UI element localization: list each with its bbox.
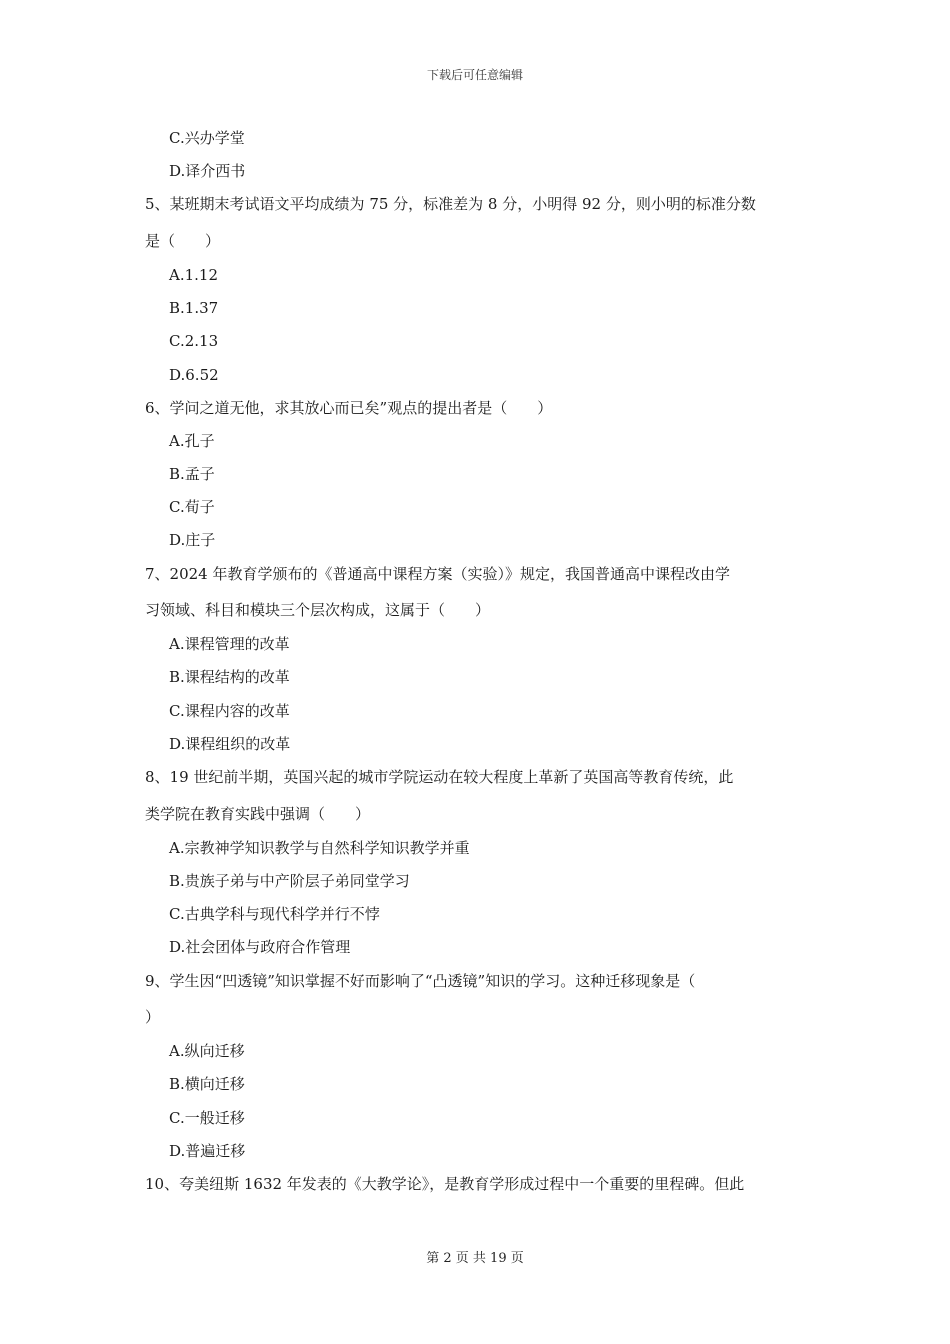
question-5: 5、某班期末考试语文平均成绩为 75 分，标准差为 8 分，小明得 92 分，则小明的标准分数 (145, 195, 756, 213)
option-d-q4: D.译介西书 (169, 162, 246, 180)
page-footer: 第 2 页 共 19 页 (426, 1251, 524, 1266)
option-c-q6: C.荀子 (169, 498, 215, 516)
option-c-q7: C.课程内容的改革 (169, 702, 290, 720)
option-a-q7: A.课程管理的改革 (169, 635, 290, 653)
option-a-q9: A.纵向迁移 (169, 1042, 245, 1060)
question-9-cont: ） (145, 1008, 161, 1026)
question-10: 10、夸美纽斯 1632 年发表的《大教学论》，是教育学形成过程中一个重要的里程碑。但此 (145, 1175, 745, 1193)
option-a-q5: A.1.12 (169, 266, 218, 284)
option-c-q8: C.古典学科与现代科学并行不悖 (169, 905, 380, 923)
option-c-q5: C.2.13 (169, 332, 219, 350)
question-6: 6、学问之道无他，求其放心而已矣”观点的提出者是（ ） (145, 399, 553, 417)
question-7-cont: 习领域、科目和模块三个层次构成，这属于（ ） (145, 601, 491, 619)
option-b-q8: B.贵族子弟与中产阶层子弟同堂学习 (169, 872, 410, 890)
option-d-q7: D.课程组织的改革 (169, 735, 291, 753)
option-b-q6: B.孟子 (169, 465, 215, 483)
option-a-q6: A.孔子 (169, 432, 215, 450)
question-5-cont: 是（ ） (145, 232, 221, 250)
option-b-q9: B.横向迁移 (169, 1075, 245, 1093)
option-b-q7: B.课程结构的改革 (169, 668, 290, 686)
page-header: 下载后可任意编辑 (426, 68, 523, 82)
option-c-q9: C.一般迁移 (169, 1109, 245, 1127)
option-b-q5: B.1.37 (169, 299, 219, 317)
option-d-q5: D.6.52 (169, 366, 219, 384)
option-d-q6: D.庄子 (169, 531, 216, 549)
option-c-q4: C.兴办学堂 (169, 129, 245, 147)
question-9: 9、学生因“凹透镜”知识掌握不好而影响了“凸透镜”知识的学习。这种迁移现象是（ (145, 972, 696, 990)
question-8: 8、19 世纪前半期，英国兴起的城市学院运动在较大程度上革新了英国高等教育传统，此 (145, 768, 734, 786)
option-d-q9: D.普遍迁移 (169, 1142, 246, 1160)
question-7: 7、2024 年教育学颁布的《普通高中课程方案（实验）》规定，我国普通高中课程改由学 (145, 565, 730, 583)
option-d-q8: D.社会团体与政府合作管理 (169, 938, 351, 956)
question-8-cont: 类学院在教育实践中强调（ ） (145, 805, 371, 823)
option-a-q8: A.宗教神学知识教学与自然科学知识教学并重 (169, 839, 470, 857)
